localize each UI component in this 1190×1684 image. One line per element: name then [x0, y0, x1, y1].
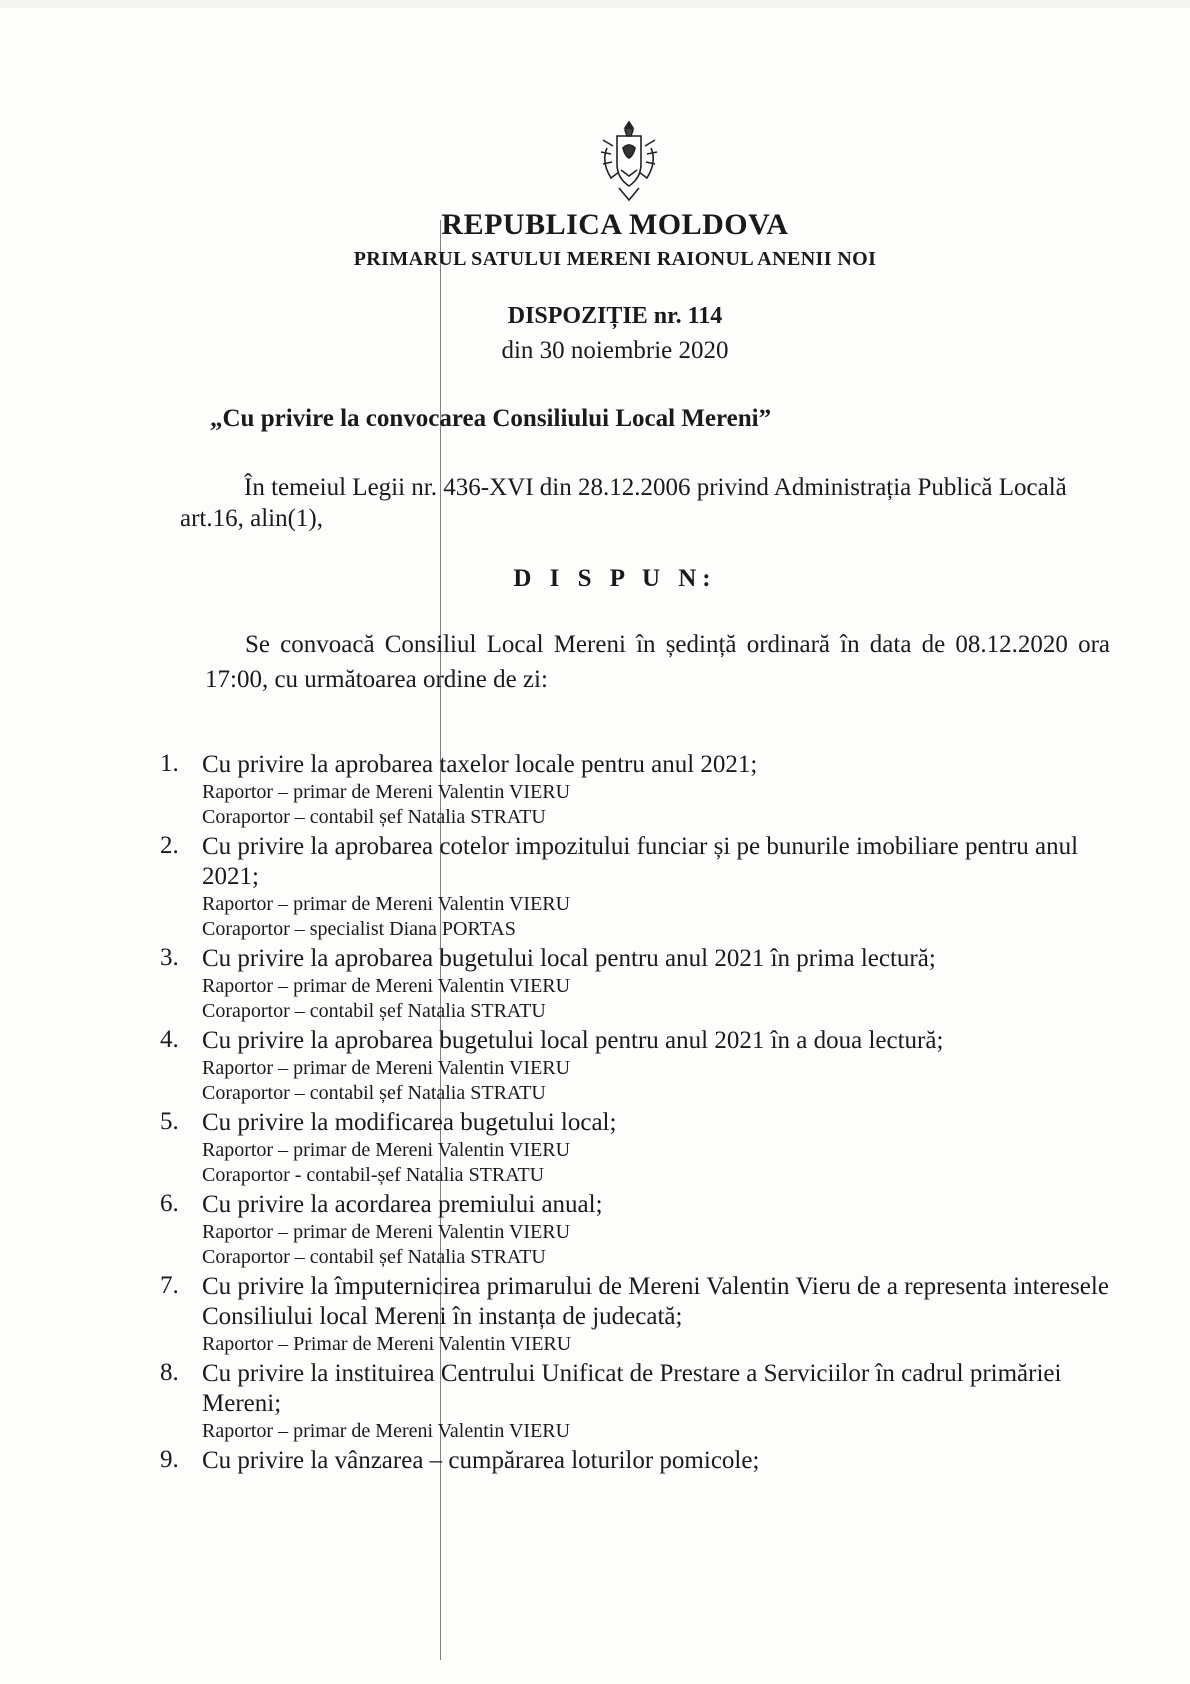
agenda-item-text: Cu privire la instituirea Centrului Unificat de Prestare a Serviciilor în cadrul primăriei Mereni; — [202, 1360, 1062, 1417]
coat-of-arms-icon — [597, 118, 661, 206]
scan-edge — [0, 0, 1190, 8]
agenda-list — [150, 750, 1110, 1478]
agenda-item-number: 5. — [160, 1108, 179, 1135]
authority-heading: PRIMARUL SATULUI MERENI RAIONUL ANENII NOI — [353, 248, 877, 270]
agenda-item — [150, 1446, 1110, 1476]
agenda-item-number: 9. — [160, 1446, 179, 1473]
agenda-item-speaker: Raportor – Primar de Mereni Valentin VIERU — [202, 1333, 572, 1355]
agenda-item-number: 7. — [160, 1272, 179, 1299]
agenda-item — [150, 944, 1110, 1024]
document-subject: „Cu privire la convocarea Consiliului Local Mereni” — [210, 405, 772, 432]
agenda-item-speaker: Coraportor – contabil șef Natalia STRATU — [202, 1000, 546, 1022]
agenda-item-speaker: Raportor – primar de Mereni Valentin VIERU — [202, 893, 571, 915]
dispun-heading: D I S P U N: — [513, 565, 717, 592]
agenda-item-text: Cu privire la vânzarea – cumpărarea loturilor pomicole; — [202, 1447, 760, 1474]
agenda-item-speaker: Raportor – primar de Mereni Valentin VIERU — [202, 1139, 571, 1161]
agenda-item-text: Cu privire la aprobarea bugetului local pentru anul 2021 în a doua lectură; — [202, 1027, 944, 1054]
agenda-item-speaker: Coraportor – contabil șef Natalia STRATU — [202, 1082, 546, 1104]
agenda-item-number: 8. — [160, 1359, 179, 1386]
agenda-item-speaker: Raportor – primar de Mereni Valentin VIERU — [202, 781, 571, 803]
agenda-item-number: 6. — [160, 1190, 179, 1217]
convocation-paragraph: Se convoacă Consiliul Local Mereni în ședință ordinară în data de 08.12.2020 ora 17:00, cu următoarea ordine de zi: — [205, 631, 1110, 693]
agenda-item-text: Cu privire la aprobarea taxelor locale pentru anul 2021; — [202, 751, 758, 778]
agenda-item — [150, 1190, 1110, 1270]
agenda-item-number: 2. — [160, 832, 179, 859]
agenda-item-speaker: Coraportor - contabil-șef Natalia STRATU — [202, 1164, 545, 1186]
country-heading: REPUBLICA MOLDOVA — [441, 208, 789, 241]
agenda-item — [150, 750, 1110, 830]
document-title: DISPOZIȚIE nr. 114 — [507, 303, 723, 329]
agenda-item-text: Cu privire la aprobarea cotelor impozitului funciar și pe bunurile imobiliare pentru anul 2021; — [202, 833, 1079, 890]
agenda-item — [150, 1272, 1110, 1357]
agenda-item — [150, 1026, 1110, 1106]
agenda-item-speaker: Raportor – primar de Mereni Valentin VIERU — [202, 1420, 571, 1442]
agenda-item-text: Cu privire la împuternicirea primarului de Mereni Valentin Vieru de a representa interesele Consiliului local Mereni în instanța de judecată; — [202, 1273, 1109, 1330]
agenda-item-speaker: Raportor – primar de Mereni Valentin VIERU — [202, 1057, 571, 1079]
agenda-item — [150, 832, 1110, 942]
agenda-item-text: Cu privire la modificarea bugetului local; — [202, 1109, 617, 1136]
agenda-item-number: 3. — [160, 944, 179, 971]
agenda-item-text: Cu privire la aprobarea bugetului local pentru anul 2021 în prima lectură; — [202, 945, 936, 972]
legal-basis: În temeiul Legii nr. 436-XVI din 28.12.2006 privind Administrația Publică Locală art.16, alin(1), — [180, 474, 1067, 532]
agenda-item-number: 4. — [160, 1026, 179, 1053]
agenda-item-speaker: Raportor – primar de Mereni Valentin VIERU — [202, 1221, 571, 1243]
agenda-item-speaker: Coraportor – specialist Diana PORTAS — [202, 918, 516, 940]
agenda-item-speaker: Raportor – primar de Mereni Valentin VIERU — [202, 975, 571, 997]
agenda-item-speaker: Coraportor – contabil șef Natalia STRATU — [202, 806, 546, 828]
agenda-item — [150, 1359, 1110, 1444]
agenda-item — [150, 1108, 1110, 1188]
document-date: din 30 noiembrie 2020 — [501, 337, 729, 364]
agenda-item-number: 1. — [160, 750, 179, 777]
agenda-item-speaker: Coraportor – contabil șef Natalia STRATU — [202, 1246, 546, 1268]
agenda-item-text: Cu privire la acordarea premiului anual; — [202, 1191, 603, 1218]
